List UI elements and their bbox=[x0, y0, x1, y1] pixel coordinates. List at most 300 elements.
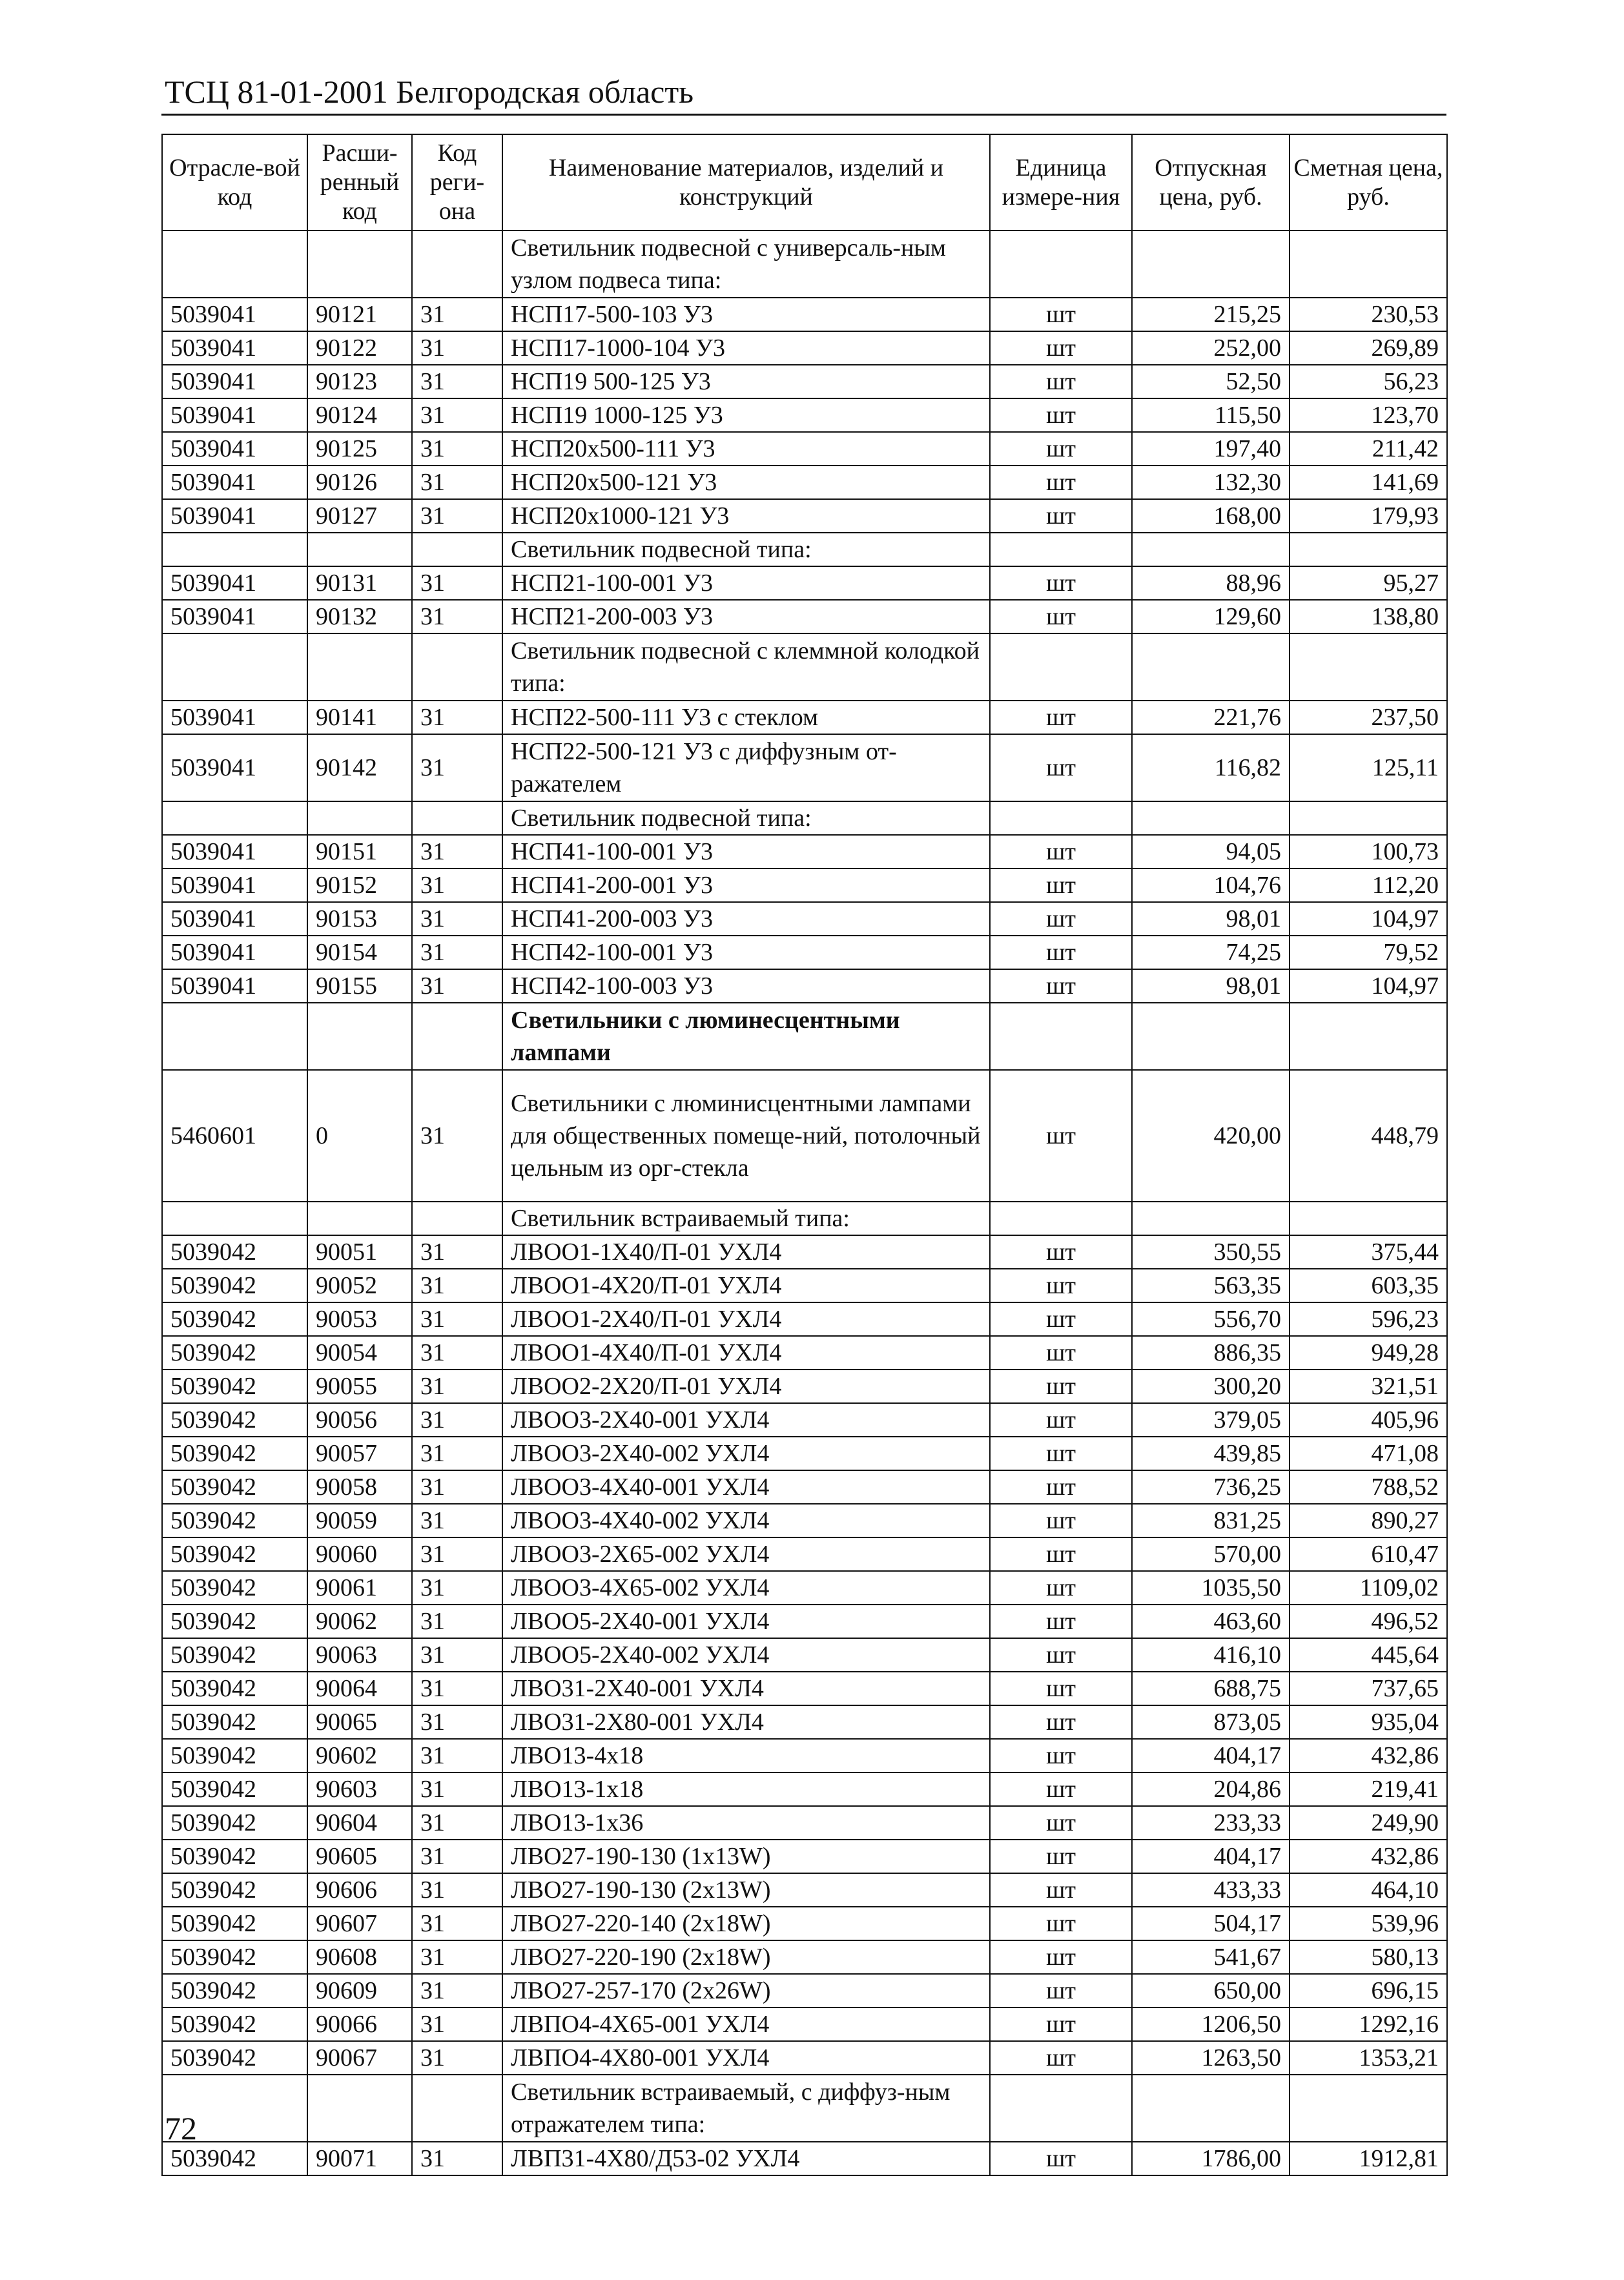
table-row bbox=[162, 1302, 1447, 1336]
estimate-price-cell: 890,27 bbox=[1290, 1504, 1447, 1537]
release-price-cell bbox=[1132, 1202, 1290, 1235]
estimate-price-cell: 211,42 bbox=[1290, 432, 1447, 466]
table-row bbox=[162, 1403, 1447, 1437]
extended-code-cell: 90058 bbox=[307, 1470, 412, 1504]
estimate-price-cell bbox=[1290, 1003, 1447, 1070]
unit-cell: шт bbox=[990, 1537, 1132, 1571]
table-row bbox=[162, 1437, 1447, 1470]
column-header-release-price: Отпускная цена, руб. bbox=[1132, 134, 1290, 231]
header-rule bbox=[161, 114, 1446, 116]
unit-cell: шт bbox=[990, 566, 1132, 600]
extended-code-cell bbox=[307, 533, 412, 566]
table-row bbox=[162, 432, 1447, 466]
item-name-cell: ЛВОО1-2Х40/П-01 УХЛ4 bbox=[502, 1302, 990, 1336]
release-price-cell: 197,40 bbox=[1132, 432, 1290, 466]
item-name-cell: ЛВО13-1х18 bbox=[502, 1772, 990, 1806]
region-code-cell: 31 bbox=[412, 936, 502, 969]
unit-cell: шт bbox=[990, 466, 1132, 499]
branch-code-cell: 5039042 bbox=[162, 1235, 307, 1269]
branch-code-cell bbox=[162, 801, 307, 835]
branch-code-cell: 5039042 bbox=[162, 2041, 307, 2075]
region-code-cell: 31 bbox=[412, 298, 502, 331]
estimate-price-cell: 935,04 bbox=[1290, 1705, 1447, 1739]
estimate-price-cell: 445,64 bbox=[1290, 1638, 1447, 1672]
extended-code-cell: 0 bbox=[307, 1070, 412, 1202]
unit-cell: шт bbox=[990, 868, 1132, 902]
region-code-cell: 31 bbox=[412, 1907, 502, 1940]
estimate-price-cell: 237,50 bbox=[1290, 701, 1447, 734]
extended-code-cell: 90608 bbox=[307, 1940, 412, 1974]
estimate-price-cell: 496,52 bbox=[1290, 1605, 1447, 1638]
release-price-cell: 1206,50 bbox=[1132, 2008, 1290, 2041]
table-row bbox=[162, 1537, 1447, 1571]
estimate-price-cell: 112,20 bbox=[1290, 868, 1447, 902]
extended-code-cell: 90131 bbox=[307, 566, 412, 600]
region-code-cell: 31 bbox=[412, 2008, 502, 2041]
unit-cell: шт bbox=[990, 1269, 1132, 1302]
extended-code-cell bbox=[307, 633, 412, 701]
estimate-price-cell: 539,96 bbox=[1290, 1907, 1447, 1940]
release-price-cell: 74,25 bbox=[1132, 936, 1290, 969]
table-row bbox=[162, 499, 1447, 533]
release-price-cell: 252,00 bbox=[1132, 331, 1290, 365]
release-price-cell: 221,76 bbox=[1132, 701, 1290, 734]
table-row bbox=[162, 1873, 1447, 1907]
branch-code-cell: 5039042 bbox=[162, 1336, 307, 1370]
estimate-price-cell bbox=[1290, 633, 1447, 701]
table-row bbox=[162, 1840, 1447, 1873]
section-heading-row bbox=[162, 633, 1447, 701]
table-row bbox=[162, 365, 1447, 398]
item-name-cell: НСП22-500-111 У3 с стеклом bbox=[502, 701, 990, 734]
estimate-price-cell: 100,73 bbox=[1290, 835, 1447, 868]
unit-cell: шт bbox=[990, 1940, 1132, 1974]
estimate-price-cell: 737,65 bbox=[1290, 1672, 1447, 1705]
item-name-cell: НСП17-1000-104 У3 bbox=[502, 331, 990, 365]
item-name-cell: ЛВО13-1х36 bbox=[502, 1806, 990, 1840]
branch-code-cell: 5039041 bbox=[162, 868, 307, 902]
item-name-cell: ЛВОО3-2Х65-002 УХЛ4 bbox=[502, 1537, 990, 1571]
unit-cell: шт bbox=[990, 1504, 1132, 1537]
table-row bbox=[162, 1772, 1447, 1806]
column-header-item-name: Наименование материалов, изделий и конструкций bbox=[502, 134, 990, 231]
extended-code-cell: 90122 bbox=[307, 331, 412, 365]
table-row bbox=[162, 868, 1447, 902]
unit-cell: шт bbox=[990, 1437, 1132, 1470]
region-code-cell: 31 bbox=[412, 365, 502, 398]
estimate-price-cell: 788,52 bbox=[1290, 1470, 1447, 1504]
branch-code-cell: 5039041 bbox=[162, 600, 307, 633]
estimate-price-cell: 1109,02 bbox=[1290, 1571, 1447, 1605]
region-code-cell: 31 bbox=[412, 1739, 502, 1772]
unit-cell: шт bbox=[990, 298, 1132, 331]
extended-code-cell: 90054 bbox=[307, 1336, 412, 1370]
branch-code-cell: 5039041 bbox=[162, 499, 307, 533]
estimate-price-cell: 375,44 bbox=[1290, 1235, 1447, 1269]
branch-code-cell: 5039042 bbox=[162, 1739, 307, 1772]
table-row bbox=[162, 1705, 1447, 1739]
region-code-cell: 31 bbox=[412, 1873, 502, 1907]
estimate-price-cell bbox=[1290, 533, 1447, 566]
unit-cell: шт bbox=[990, 499, 1132, 533]
region-code-cell: 31 bbox=[412, 331, 502, 365]
release-price-cell: 736,25 bbox=[1132, 1470, 1290, 1504]
item-name-cell: ЛВО31-2Х40-001 УХЛ4 bbox=[502, 1672, 990, 1705]
release-price-cell bbox=[1132, 231, 1290, 298]
branch-code-cell: 5039041 bbox=[162, 298, 307, 331]
region-code-cell: 31 bbox=[412, 2142, 502, 2175]
branch-code-cell: 5039041 bbox=[162, 969, 307, 1003]
unit-cell: шт bbox=[990, 1302, 1132, 1336]
item-name-cell: ЛВОО5-2Х40-002 УХЛ4 bbox=[502, 1638, 990, 1672]
release-price-cell: 650,00 bbox=[1132, 1974, 1290, 2008]
table-row bbox=[162, 1470, 1447, 1504]
branch-code-cell: 5039041 bbox=[162, 432, 307, 466]
estimate-price-cell: 432,86 bbox=[1290, 1739, 1447, 1772]
unit-cell bbox=[990, 1003, 1132, 1070]
release-price-cell: 52,50 bbox=[1132, 365, 1290, 398]
branch-code-cell bbox=[162, 533, 307, 566]
release-price-cell: 570,00 bbox=[1132, 1537, 1290, 1571]
region-code-cell: 31 bbox=[412, 1070, 502, 1202]
extended-code-cell bbox=[307, 1202, 412, 1235]
table-row bbox=[162, 902, 1447, 936]
item-name-cell: ЛВО31-2Х80-001 УХЛ4 bbox=[502, 1705, 990, 1739]
unit-cell: шт bbox=[990, 1336, 1132, 1370]
estimate-price-cell: 230,53 bbox=[1290, 298, 1447, 331]
release-price-cell: 831,25 bbox=[1132, 1504, 1290, 1537]
item-name-cell: ЛВО27-220-190 (2х18W) bbox=[502, 1940, 990, 1974]
release-price-cell: 379,05 bbox=[1132, 1403, 1290, 1437]
item-name-cell: ЛВОО1-1Х40/П-01 УХЛ4 bbox=[502, 1235, 990, 1269]
section-heading-row bbox=[162, 801, 1447, 835]
extended-code-cell: 90071 bbox=[307, 2142, 412, 2175]
item-name-cell: ЛВОО1-4Х40/П-01 УХЛ4 bbox=[502, 1336, 990, 1370]
branch-code-cell: 5039041 bbox=[162, 365, 307, 398]
table-row bbox=[162, 1571, 1447, 1605]
item-name-cell: Светильник подвесной типа: bbox=[502, 533, 990, 566]
branch-code-cell: 5039041 bbox=[162, 701, 307, 734]
unit-cell: шт bbox=[990, 1370, 1132, 1403]
unit-cell: шт bbox=[990, 936, 1132, 969]
region-code-cell: 31 bbox=[412, 398, 502, 432]
estimate-price-cell: 219,41 bbox=[1290, 1772, 1447, 1806]
unit-cell: шт bbox=[990, 969, 1132, 1003]
extended-code-cell bbox=[307, 1003, 412, 1070]
extended-code-cell: 90052 bbox=[307, 1269, 412, 1302]
section-heading-row bbox=[162, 1003, 1447, 1070]
table-row bbox=[162, 466, 1447, 499]
extended-code-cell: 90065 bbox=[307, 1705, 412, 1739]
table-row bbox=[162, 936, 1447, 969]
branch-code-cell: 5039042 bbox=[162, 1806, 307, 1840]
release-price-cell: 556,70 bbox=[1132, 1302, 1290, 1336]
unit-cell bbox=[990, 2075, 1132, 2142]
item-name-cell: ЛВО27-257-170 (2х26W) bbox=[502, 1974, 990, 2008]
item-name-cell: ЛВОО3-2Х40-002 УХЛ4 bbox=[502, 1437, 990, 1470]
unit-cell: шт bbox=[990, 1739, 1132, 1772]
branch-code-cell: 5039042 bbox=[162, 1705, 307, 1739]
table-row bbox=[162, 398, 1447, 432]
extended-code-cell: 90152 bbox=[307, 868, 412, 902]
region-code-cell: 31 bbox=[412, 566, 502, 600]
column-header-branch-code: Отрасле-вой код bbox=[162, 134, 307, 231]
estimate-price-cell: 104,97 bbox=[1290, 969, 1447, 1003]
release-price-cell: 88,96 bbox=[1132, 566, 1290, 600]
item-name-cell: ЛВОО3-4Х40-002 УХЛ4 bbox=[502, 1504, 990, 1537]
estimate-price-cell: 696,15 bbox=[1290, 1974, 1447, 2008]
branch-code-cell bbox=[162, 1003, 307, 1070]
region-code-cell: 31 bbox=[412, 1302, 502, 1336]
branch-code-cell: 5039042 bbox=[162, 1840, 307, 1873]
item-name-cell: ЛВОО2-2Х20/П-01 УХЛ4 bbox=[502, 1370, 990, 1403]
region-code-cell: 31 bbox=[412, 1537, 502, 1571]
unit-cell: шт bbox=[990, 600, 1132, 633]
estimate-price-cell: 179,93 bbox=[1290, 499, 1447, 533]
estimate-price-cell: 321,51 bbox=[1290, 1370, 1447, 1403]
extended-code-cell: 90061 bbox=[307, 1571, 412, 1605]
extended-code-cell: 90605 bbox=[307, 1840, 412, 1873]
unit-cell bbox=[990, 1202, 1132, 1235]
item-name-cell: НСП20х500-111 У3 bbox=[502, 432, 990, 466]
branch-code-cell: 5039042 bbox=[162, 1940, 307, 1974]
release-price-cell: 300,20 bbox=[1132, 1370, 1290, 1403]
estimate-price-cell: 405,96 bbox=[1290, 1403, 1447, 1437]
branch-code-cell: 5039042 bbox=[162, 1605, 307, 1638]
unit-cell: шт bbox=[990, 835, 1132, 868]
item-name-cell: Светильники с люминисцентными лампами для общественных помеще-ний, потолочный цельным из орг-стекла bbox=[502, 1070, 990, 1202]
estimate-price-cell: 580,13 bbox=[1290, 1940, 1447, 1974]
region-code-cell: 31 bbox=[412, 1672, 502, 1705]
extended-code-cell: 90151 bbox=[307, 835, 412, 868]
unit-cell: шт bbox=[990, 1974, 1132, 2008]
region-code-cell: 31 bbox=[412, 1470, 502, 1504]
unit-cell: шт bbox=[990, 365, 1132, 398]
region-code-cell: 31 bbox=[412, 1772, 502, 1806]
branch-code-cell: 5039042 bbox=[162, 2142, 307, 2175]
release-price-cell: 129,60 bbox=[1132, 600, 1290, 633]
unit-cell bbox=[990, 633, 1132, 701]
branch-code-cell: 5039042 bbox=[162, 1370, 307, 1403]
item-name-cell: НСП22-500-121 У3 с диффузным от-ражателем bbox=[502, 734, 990, 801]
branch-code-cell: 5039042 bbox=[162, 1672, 307, 1705]
unit-cell: шт bbox=[990, 1070, 1132, 1202]
release-price-cell: 439,85 bbox=[1132, 1437, 1290, 1470]
region-code-cell: 31 bbox=[412, 902, 502, 936]
unit-cell bbox=[990, 231, 1132, 298]
release-price-cell: 233,33 bbox=[1132, 1806, 1290, 1840]
extended-code-cell: 90154 bbox=[307, 936, 412, 969]
release-price-cell: 420,00 bbox=[1132, 1070, 1290, 1202]
extended-code-cell: 90059 bbox=[307, 1504, 412, 1537]
extended-code-cell: 90155 bbox=[307, 969, 412, 1003]
unit-cell: шт bbox=[990, 1672, 1132, 1705]
section-heading-row bbox=[162, 1202, 1447, 1235]
estimate-price-cell bbox=[1290, 801, 1447, 835]
estimate-price-cell: 464,10 bbox=[1290, 1873, 1447, 1907]
release-price-cell: 204,86 bbox=[1132, 1772, 1290, 1806]
item-name-cell: ЛВПО4-4Х80-001 УХЛ4 bbox=[502, 2041, 990, 2075]
release-price-cell bbox=[1132, 533, 1290, 566]
extended-code-cell: 90060 bbox=[307, 1537, 412, 1571]
item-name-cell: НСП41-200-001 У3 bbox=[502, 868, 990, 902]
table-row bbox=[162, 331, 1447, 365]
item-name-cell: ЛВПО4-4Х65-001 УХЛ4 bbox=[502, 2008, 990, 2041]
table-row bbox=[162, 835, 1447, 868]
table-row bbox=[162, 1806, 1447, 1840]
item-name-cell: НСП42-100-001 У3 bbox=[502, 936, 990, 969]
branch-code-cell: 5039042 bbox=[162, 1873, 307, 1907]
extended-code-cell: 90067 bbox=[307, 2041, 412, 2075]
table-row bbox=[162, 1974, 1447, 2008]
region-code-cell bbox=[412, 1202, 502, 1235]
unit-cell: шт bbox=[990, 398, 1132, 432]
branch-code-cell: 5460601 bbox=[162, 1070, 307, 1202]
table-row bbox=[162, 1336, 1447, 1370]
release-price-cell bbox=[1132, 801, 1290, 835]
branch-code-cell: 5039042 bbox=[162, 1504, 307, 1537]
release-price-cell: 688,75 bbox=[1132, 1672, 1290, 1705]
extended-code-cell: 90141 bbox=[307, 701, 412, 734]
estimate-price-cell: 104,97 bbox=[1290, 902, 1447, 936]
unit-cell: шт bbox=[990, 1571, 1132, 1605]
table-row bbox=[162, 1672, 1447, 1705]
item-name-cell: ЛВП31-4Х80/Д53-02 УХЛ4 bbox=[502, 2142, 990, 2175]
item-name-cell: НСП42-100-003 У3 bbox=[502, 969, 990, 1003]
item-name-cell: ЛВОО3-2Х40-001 УХЛ4 bbox=[502, 1403, 990, 1437]
extended-code-cell: 90142 bbox=[307, 734, 412, 801]
column-header-estimate-price: Сметная цена, руб. bbox=[1290, 134, 1447, 231]
release-price-cell: 463,60 bbox=[1132, 1605, 1290, 1638]
branch-code-cell: 5039042 bbox=[162, 1437, 307, 1470]
extended-code-cell: 90124 bbox=[307, 398, 412, 432]
region-code-cell: 31 bbox=[412, 1370, 502, 1403]
release-price-cell: 104,76 bbox=[1132, 868, 1290, 902]
extended-code-cell bbox=[307, 2075, 412, 2142]
region-code-cell: 31 bbox=[412, 835, 502, 868]
region-code-cell bbox=[412, 633, 502, 701]
estimate-price-cell: 249,90 bbox=[1290, 1806, 1447, 1840]
item-name-cell: НСП20х1000-121 У3 bbox=[502, 499, 990, 533]
item-name-cell: ЛВОО1-4Х20/П-01 УХЛ4 bbox=[502, 1269, 990, 1302]
estimate-price-cell: 1353,21 bbox=[1290, 2041, 1447, 2075]
region-code-cell: 31 bbox=[412, 969, 502, 1003]
estimate-price-cell: 79,52 bbox=[1290, 936, 1447, 969]
region-code-cell bbox=[412, 231, 502, 298]
extended-code-cell: 90057 bbox=[307, 1437, 412, 1470]
table-row bbox=[162, 1370, 1447, 1403]
estimate-price-cell: 471,08 bbox=[1290, 1437, 1447, 1470]
section-heading-row bbox=[162, 231, 1447, 298]
unit-cell bbox=[990, 801, 1132, 835]
unit-cell: шт bbox=[990, 1840, 1132, 1873]
estimate-price-cell: 949,28 bbox=[1290, 1336, 1447, 1370]
region-code-cell: 31 bbox=[412, 1974, 502, 2008]
region-code-cell: 31 bbox=[412, 1403, 502, 1437]
unit-cell: шт bbox=[990, 1772, 1132, 1806]
region-code-cell: 31 bbox=[412, 1437, 502, 1470]
branch-code-cell: 5039042 bbox=[162, 1537, 307, 1571]
branch-code-cell: 5039042 bbox=[162, 1974, 307, 2008]
section-heading-row bbox=[162, 2075, 1447, 2142]
table-row bbox=[162, 2142, 1447, 2175]
item-name-cell: НСП20х500-121 У3 bbox=[502, 466, 990, 499]
item-name-cell: ЛВОО5-2Х40-001 УХЛ4 bbox=[502, 1605, 990, 1638]
region-code-cell: 31 bbox=[412, 1840, 502, 1873]
region-code-cell bbox=[412, 2075, 502, 2142]
branch-code-cell: 5039041 bbox=[162, 398, 307, 432]
unit-cell: шт bbox=[990, 1907, 1132, 1940]
item-name-cell: ЛВОО3-4Х65-002 УХЛ4 bbox=[502, 1571, 990, 1605]
estimate-price-cell bbox=[1290, 1202, 1447, 1235]
branch-code-cell: 5039042 bbox=[162, 1403, 307, 1437]
table-row bbox=[162, 1638, 1447, 1672]
table-row bbox=[162, 2041, 1447, 2075]
region-code-cell: 31 bbox=[412, 1235, 502, 1269]
extended-code-cell: 90123 bbox=[307, 365, 412, 398]
branch-code-cell: 5039042 bbox=[162, 1638, 307, 1672]
price-table bbox=[161, 134, 1448, 2176]
section-heading-row bbox=[162, 533, 1447, 566]
item-name-cell: Светильники с люминесцентными лампами bbox=[502, 1003, 990, 1070]
branch-code-cell: 5039042 bbox=[162, 2008, 307, 2041]
estimate-price-cell bbox=[1290, 2075, 1447, 2142]
item-name-cell: НСП41-100-001 У3 bbox=[502, 835, 990, 868]
unit-cell: шт bbox=[990, 1403, 1132, 1437]
branch-code-cell: 5039041 bbox=[162, 734, 307, 801]
release-price-cell: 416,10 bbox=[1132, 1638, 1290, 1672]
branch-code-cell: 5039042 bbox=[162, 1269, 307, 1302]
item-name-cell: НСП19 1000-125 У3 bbox=[502, 398, 990, 432]
release-price-cell: 1035,50 bbox=[1132, 1571, 1290, 1605]
release-price-cell: 350,55 bbox=[1132, 1235, 1290, 1269]
release-price-cell: 1786,00 bbox=[1132, 2142, 1290, 2175]
item-name-cell: НСП21-200-003 У3 bbox=[502, 600, 990, 633]
unit-cell: шт bbox=[990, 432, 1132, 466]
region-code-cell bbox=[412, 1003, 502, 1070]
extended-code-cell: 90125 bbox=[307, 432, 412, 466]
table-row bbox=[162, 1940, 1447, 1974]
item-name-cell: Светильник подвесной с клеммной колодкой типа: bbox=[502, 633, 990, 701]
table-row bbox=[162, 1907, 1447, 1940]
extended-code-cell: 90126 bbox=[307, 466, 412, 499]
extended-code-cell: 90607 bbox=[307, 1907, 412, 1940]
unit-cell: шт bbox=[990, 1605, 1132, 1638]
extended-code-cell: 90056 bbox=[307, 1403, 412, 1437]
unit-cell: шт bbox=[990, 701, 1132, 734]
release-price-cell: 873,05 bbox=[1132, 1705, 1290, 1739]
table-header-row bbox=[162, 134, 1447, 231]
region-code-cell: 31 bbox=[412, 499, 502, 533]
table-row bbox=[162, 1070, 1447, 1202]
extended-code-cell bbox=[307, 231, 412, 298]
extended-code-cell: 90603 bbox=[307, 1772, 412, 1806]
region-code-cell bbox=[412, 533, 502, 566]
release-price-cell: 1263,50 bbox=[1132, 2041, 1290, 2075]
region-code-cell: 31 bbox=[412, 466, 502, 499]
branch-code-cell: 5039041 bbox=[162, 466, 307, 499]
extended-code-cell: 90053 bbox=[307, 1302, 412, 1336]
estimate-price-cell: 610,47 bbox=[1290, 1537, 1447, 1571]
unit-cell: шт bbox=[990, 1705, 1132, 1739]
release-price-cell: 404,17 bbox=[1132, 1840, 1290, 1873]
extended-code-cell: 90066 bbox=[307, 2008, 412, 2041]
table-row bbox=[162, 969, 1447, 1003]
extended-code-cell: 90055 bbox=[307, 1370, 412, 1403]
estimate-price-cell: 596,23 bbox=[1290, 1302, 1447, 1336]
item-name-cell: ЛВО13-4х18 bbox=[502, 1739, 990, 1772]
item-name-cell: НСП17-500-103 У3 bbox=[502, 298, 990, 331]
